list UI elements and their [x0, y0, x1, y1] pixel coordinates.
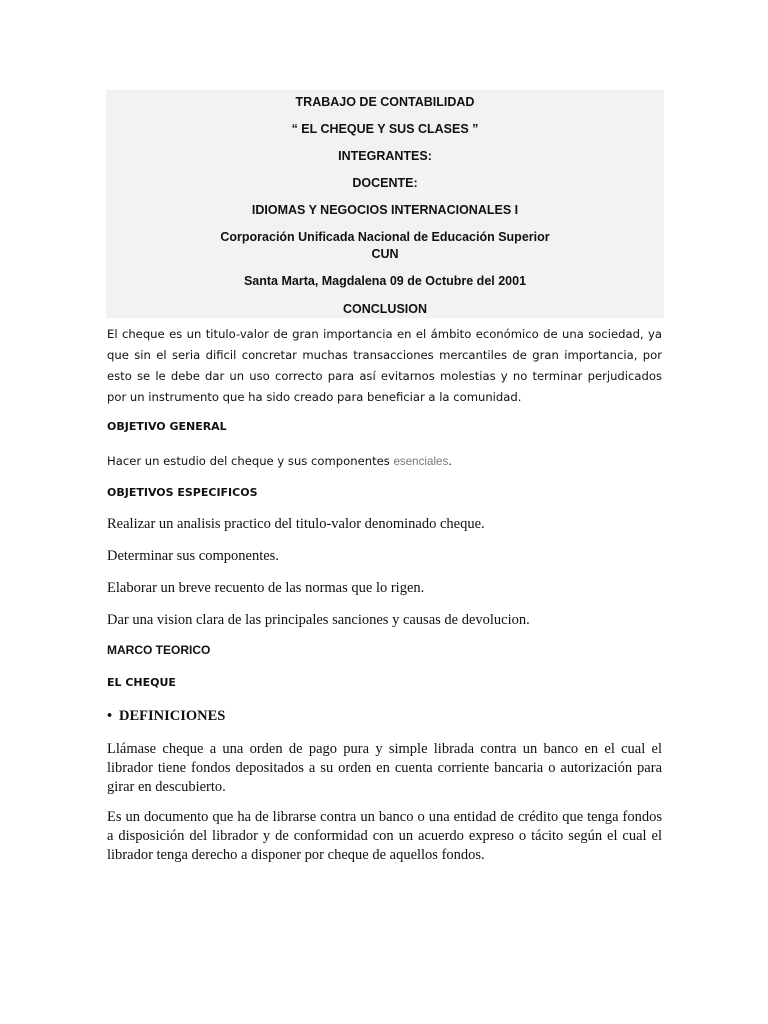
list-item: Determinar sus componentes. [107, 548, 279, 564]
course-title: TRABAJO DE CONTABILIDAD [295, 95, 475, 109]
list-item: Elaborar un breve recuento de las normas que lo rigen. [107, 580, 425, 596]
highlighted-word: esenciales [393, 455, 449, 468]
institution-acronym: CUN [371, 247, 399, 261]
definition-paragraph: Es un documento que ha de librarse contra un banco o una entidad de crédito que tenga fondos a disposición del librador y de conformidad con un acuerdo expreso o tácito según el cual el librador tenga derecho a disponer por cheque de aquellos fondos. [107, 809, 662, 863]
marco-teorico-heading: MARCO TEORICO [107, 643, 211, 657]
document-title: “ EL CHEQUE Y SUS CLASES ” [291, 122, 479, 136]
objetivo-general-text: Hacer un estudio del cheque y sus componentes esenciales. [107, 454, 452, 468]
conclusion-heading: CONCLUSION [342, 302, 428, 316]
definiciones-heading: • DEFINICIONES [107, 708, 226, 724]
objetivo-general-heading: OBJETIVO GENERAL [107, 420, 227, 433]
program-name: IDIOMAS Y NEGOCIOS INTERNACIONALES I [251, 203, 519, 217]
definition-paragraph: Llámase cheque a una orden de pago pura y simple librada contra un banco en el cual el librador tiene fondos depositados a su orden en cuenta corriente bancaria o autorización para girar en descubierto. [107, 741, 662, 795]
objetivos-especificos-heading: OBJETIVOS ESPECIFICOS [107, 486, 258, 499]
teacher-label: DOCENTE: [352, 176, 418, 190]
list-item: Realizar un analisis practico del titulo-valor denominado cheque. [107, 516, 485, 532]
bullet-icon: • [107, 708, 113, 724]
members-label: INTEGRANTES: [338, 149, 432, 163]
conclusion-paragraph: El cheque es un titulo-valor de gran importancia en el ámbito económico de una sociedad, ya que sin el seria dificil concretar muchas transacciones mercantiles de gran importancia, por esto se le debe dar un uso correcto para así evitarnos molestias y no terminar perjudicados por un instrumento que ha sido creado para beneficiar a la comunidad. [107, 327, 662, 404]
place-date: Santa Marta, Magdalena 09 de Octubre del 2001 [243, 274, 527, 288]
institution-name: Corporación Unificada Nacional de Educación Superior [220, 230, 550, 244]
el-cheque-heading: EL CHEQUE [107, 676, 176, 689]
list-item: Dar una vision clara de las principales sanciones y causas de devolucion. [107, 612, 530, 628]
